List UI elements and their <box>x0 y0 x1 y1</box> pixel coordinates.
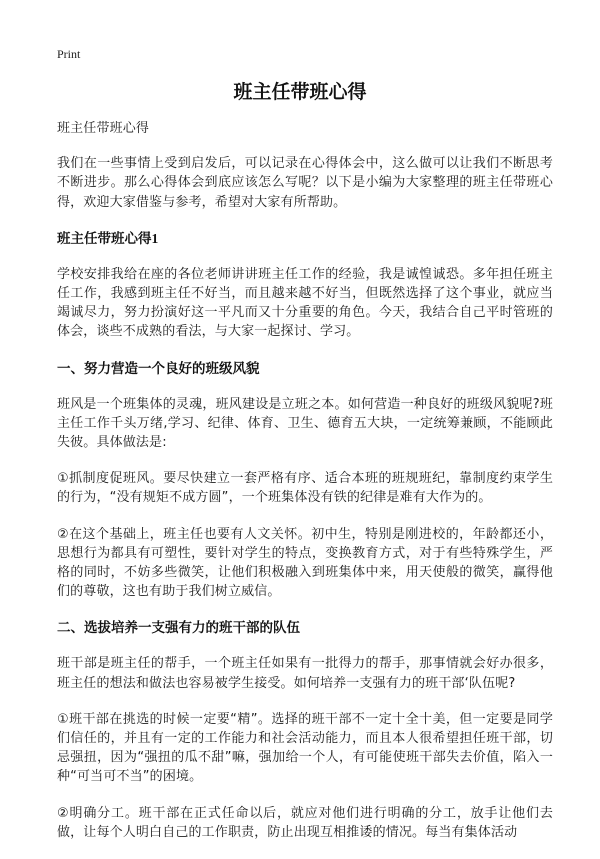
section1-paragraph: 学校安排我给在座的各位老师讲讲班主任工作的经验，我是诚惶诚恐。多年担任班主任工作，我感到班主任不好当，而且越来越不好当，但既然选择了这个事业，就应当竭诚尽力，努力扮演好这一平凡而又十分重要的角色。今天，我结合自己平时管班的体会，谈些不成熟的看法，与大家一起探讨、学习。 <box>57 266 553 340</box>
document-subtitle: 班主任带班心得 <box>57 121 150 136</box>
point2-paragraph-3: ②明确分工。班干部在正式任命以后，就应对他们进行明确的分工，放手让他们去做，让每个人明白自己的工作职责，防止出现互相推诿的情况。每当有集体活动 <box>57 805 553 840</box>
point-heading-2: 二、选拔培养一支强有力的班干部的队伍 <box>57 620 300 636</box>
point1-paragraph-1: 班风是一个班集体的灵魂，班风建设是立班之本。如何营造一种良好的班级风貌呢?班主任工作千头万绪,学习、纪律、体育、卫生、德育五大块，一定统筹兼顾，不能顾此失彼。具体做法是: <box>57 396 553 451</box>
point1-paragraph-2: ①抓制度促班风。要尽快建立一套严格有序、适合本班的班规班纪，靠制度约束学生的行为，“没有规矩不成方圆”，一个班集体没有铁的纪律是难有大作为的。 <box>57 471 553 506</box>
point2-paragraph-2: ①班干部在挑选的时候一定要“精”。选择的班干部不一定十全十美，但一定要是同学们信任的，并且有一定的工作能力和社会活动能力，而且本人很希望担任班干部，切忌强扭，因为“强扭的瓜不甜”嘛，强加给一个人，有可能使班干部失去价值，陷入一种“可当可不当”的困境。 <box>57 711 553 785</box>
intro-paragraph: 我们在一些事情上受到启发后，可以记录在心得体会中，这么做可以让我们不断思考不断进步。那么心得体会到底应该怎么写呢？以下是小编为大家整理的班主任带班心得，欢迎大家借鉴与参考，希望对大家有所帮助。 <box>57 156 553 210</box>
point1-paragraph-3: ②在这个基础上，班主任也要有人文关怀。初中生，特别是刚进校的，年龄都还小，思想行为都具有可塑性，要针对学生的特点，变换教育方式，对于有些特殊学生，严格的同时，不妨多些微笑，让他们积极融入到班集体中来，用天使般的微笑，赢得他们的尊敬，这也有助于我们树立威信。 <box>57 526 553 600</box>
page-title: 班主任带班心得 <box>233 81 367 103</box>
point2-paragraph-1: 班干部是班主任的帮手，一个班主任如果有一批得力的帮手，那事情就会好办很多，班主任的想法和做法也容易被学生接受。如何培养一支强有力的班干部‘队伍呢? <box>57 656 553 691</box>
point-heading-1: 一、努力营造一个良好的班级风貌 <box>57 360 260 376</box>
print-label: Print <box>57 47 81 61</box>
document-body <box>57 119 553 859</box>
section-heading-1: 班主任带班心得1 <box>57 230 159 246</box>
